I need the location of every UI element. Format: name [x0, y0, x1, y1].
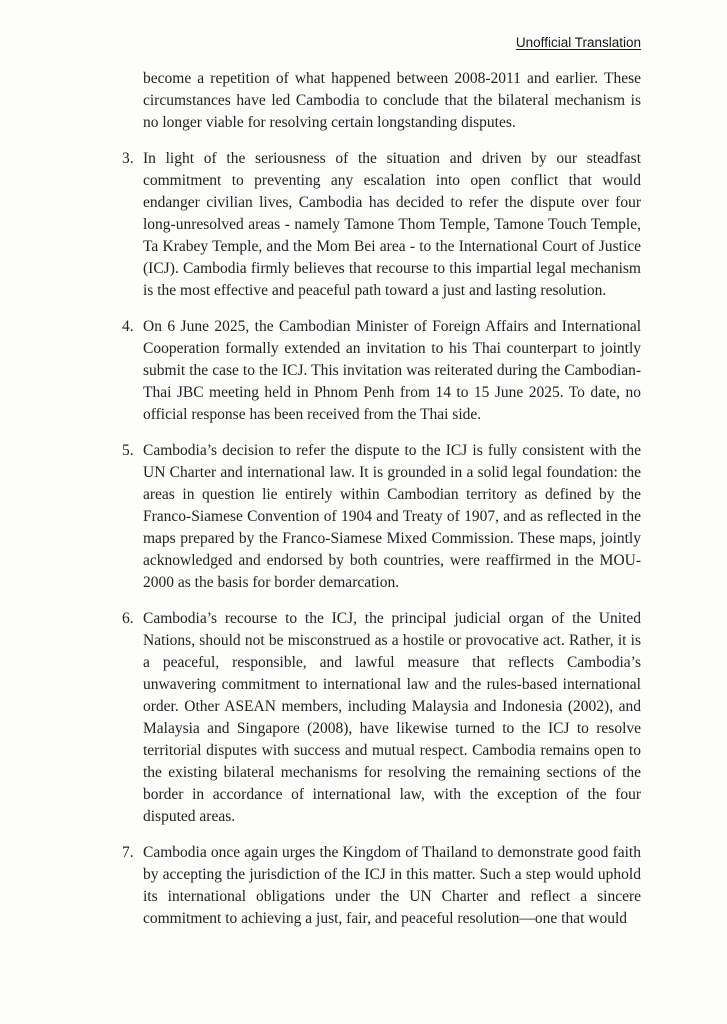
list-text-3: In light of the seriousness of the situation and driven by our steadfast commitment to preventing any escalation into open conflict that would endanger civilian lives, Cambodia has decided to refer the dispute over four long-unresolved areas - namely Tamone Thom Temple, Tamone Touch Temple, Ta Krabey Temple, and the Mom Bei area - to the International Court of Justice (ICJ). Cambodia firmly believes that recourse to this impartial legal mechanism is the most effective and peaceful path toward a just and lasting resolution. [143, 150, 641, 299]
list-number-7: 7. [122, 844, 134, 861]
list-item-4 [122, 316, 641, 426]
list-number-6: 6. [122, 610, 134, 627]
list-number-3: 3. [122, 150, 134, 167]
list-number-4: 4. [122, 318, 134, 335]
list-text-4: On 6 June 2025, the Cambodian Minister of Foreign Affairs and International Cooperation formally extended an invitation to his Thai counterpart to jointly submit the case to the ICJ. This invitation was reiterated during the Cambodian-Thai JBC meeting held in Phnom Penh from 14 to 15 June 2025. To date, no official response has been received from the Thai side. [143, 318, 641, 423]
list-item-6 [122, 608, 641, 828]
list-item-5 [122, 440, 641, 594]
unofficial-translation-label: Unofficial Translation [515, 35, 641, 50]
page-header [516, 35, 641, 50]
list-text-5: Cambodia’s decision to refer the dispute to the ICJ is fully consistent with the UN Charter and international law. It is grounded in a solid legal foundation: the areas in question lie entirely within Cambodian territory as defined by the Franco-Siamese Convention of 1904 and Treaty of 1907, and as reflected in the maps prepared by the Franco-Siamese Mixed Commission. These maps, jointly acknowledged and endorsed by both countries, were reaffirmed in the MOU-2000 as the basis for border demarcation. [143, 442, 641, 591]
list-text-6: Cambodia’s recourse to the ICJ, the principal judicial organ of the United Nations, should not be misconstrued as a hostile or provocative act. Rather, it is a peaceful, responsible, and lawful measure that reflects Cambodia’s unwavering commitment to international law and the rules-based international order. Other ASEAN members, including Malaysia and Indonesia (2002), and Malaysia and Singapore (2008), have likewise turned to the ICJ to resolve territorial disputes with success and mutual respect. Cambodia remains open to the existing bilateral mechanisms for resolving the remaining sections of the border in accordance of international law, with the exception of the four disputed areas. [143, 610, 641, 825]
document-body [122, 68, 641, 930]
list-number-5: 5. [122, 442, 134, 459]
paragraph-continuation: become a repetition of what happened between 2008-2011 and earlier. These circumstances have led Cambodia to conclude that the bilateral mechanism is no longer viable for resolving certain longstanding disputes. [143, 70, 641, 131]
list-text-7: Cambodia once again urges the Kingdom of Thailand to demonstrate good faith by accepting the jurisdiction of the ICJ in this matter. Such a step would uphold its international obligations under the UN Charter and reflect a sincere commitment to achieving a just, fair, and peaceful resolution—one that would [143, 844, 641, 927]
list-item-7 [122, 842, 641, 930]
list-item-3 [122, 148, 641, 302]
